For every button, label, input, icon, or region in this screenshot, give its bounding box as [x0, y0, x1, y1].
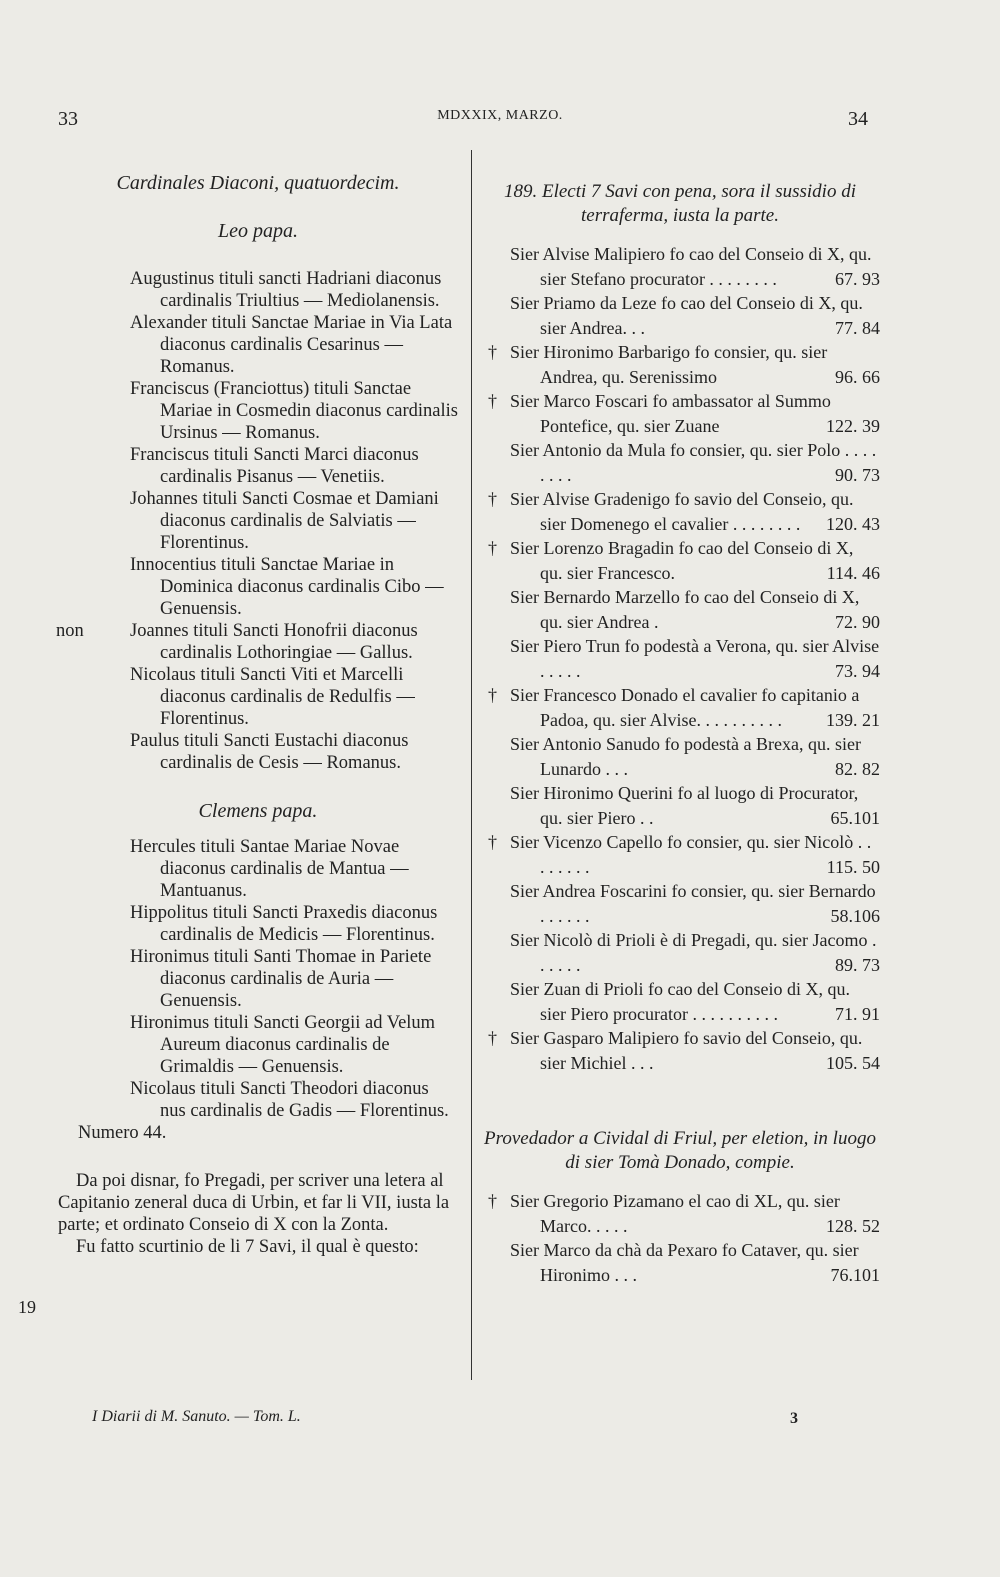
entry-text: Sier Marco da chà da Pexaro fo Cataver, qu. sier Hironimo . . .	[510, 1240, 859, 1285]
vote-count: 82. 82	[835, 758, 880, 779]
page-number-left: 33	[58, 108, 78, 130]
entry-text: Sier Alvise Gradenigo fo savio del Conseio, qu. sier Domenego el cavalier . . . . . . . .	[510, 489, 854, 534]
section-title: Cardinales Diaconi, quatuordecim.	[116, 172, 400, 194]
entry-text: Franciscus (Franciottus) tituli Sanctae Mariae in Cosmedin diaconus cardinalis Ursinus — Romanus.	[130, 379, 458, 443]
leo-entry	[58, 488, 458, 554]
entry-text: Sier Gasparo Malipiero fo savio del Conseio, qu. sier Michiel . . .	[510, 1028, 863, 1073]
savi-entry	[480, 291, 880, 340]
leo-entry	[58, 268, 458, 312]
savi-entry	[480, 585, 880, 634]
entry-text: Sier Lorenzo Bragadin fo cao del Conseio di X, qu. sier Francesco.	[510, 538, 854, 583]
savi-entry	[480, 389, 880, 438]
vote-count: 114. 46	[826, 562, 880, 583]
savi-entry	[480, 781, 880, 830]
savi-entry	[480, 879, 880, 928]
column-divider	[471, 150, 472, 1380]
savi-entry	[480, 340, 880, 389]
cross-icon: †	[488, 1191, 497, 1211]
vote-count: 71. 91	[835, 1003, 880, 1024]
savi-entry	[480, 438, 880, 487]
vote-count: 90. 73	[835, 464, 880, 485]
entry-text: Hercules tituli Santae Mariae Novae diaconus cardinalis de Mantua — Mantuanus.	[130, 837, 409, 901]
entry-text: Sier Antonio Sanudo fo podestà a Brexa, qu. sier Lunardo . . .	[510, 734, 861, 779]
non-marker: non	[56, 621, 84, 641]
leo-entry	[58, 444, 458, 488]
left-column	[58, 172, 458, 1258]
vote-count: 139. 21	[826, 709, 880, 730]
vote-count: 120. 43	[826, 513, 880, 534]
clemens-list	[58, 836, 458, 1122]
cross-icon: †	[488, 489, 497, 509]
entry-text: Sier Antonio da Mula fo consier, qu. sier Polo . . . . . . . .	[510, 440, 877, 485]
leo-entry	[58, 554, 458, 620]
vote-count: 115. 50	[826, 856, 880, 877]
right-list	[480, 242, 880, 1075]
entry-text: Sier Francesco Donado el cavalier fo capitanio a Padoa, qu. sier Alvise. . . . . . . . . .	[510, 685, 860, 730]
entry-text: Hironimus tituli Sancti Georgii ad Velum Aureum diaconus cardinalis de Grimaldis — Genuensis.	[130, 1013, 436, 1077]
savi-entry	[480, 634, 880, 683]
leo-entry	[58, 664, 458, 730]
vote-count: 89. 73	[835, 954, 880, 975]
savi-entry	[480, 732, 880, 781]
vote-count: 122. 39	[826, 415, 880, 436]
entry-text: Sier Gregorio Pizamano el cao di XL, qu. sier Marco. . . . .	[510, 1191, 840, 1236]
entry-text: Sier Zuan di Prioli fo cao del Conseio di X, qu. sier Piero procurator . . . . . . . . . .	[510, 979, 850, 1024]
right-column	[480, 180, 880, 1287]
margin-number: 19	[18, 1297, 36, 1317]
savi-entry	[480, 830, 880, 879]
clemens-entry	[58, 946, 458, 1012]
page-number-right: 34	[848, 108, 868, 130]
savi-entry	[480, 1189, 880, 1238]
right-title: 189. Electi 7 Savi con pena, sora il sussidio di terraferma, iusta la parte.	[503, 181, 856, 226]
vote-count: 73. 94	[835, 660, 880, 681]
cross-icon: †	[488, 391, 497, 411]
cross-icon: †	[488, 538, 497, 558]
vote-count: 58.106	[830, 905, 880, 926]
entry-text: Alexander tituli Sanctae Mariae in Via Lata diaconus cardinalis Cesarinus — Romanus.	[130, 313, 453, 377]
entry-text: Sier Piero Trun fo podestà a Verona, qu. sier Alvise . . . . .	[510, 636, 880, 681]
footer-signature: I Diarii di M. Sanuto. — Tom. L.	[92, 1408, 301, 1425]
vote-count: 72. 90	[835, 611, 880, 632]
entry-text: Sier Vicenzo Capello fo consier, qu. sier Nicolò . . . . . . . .	[510, 832, 872, 877]
entry-text: Sier Nicolò di Prioli è di Pregadi, qu. sier Jacomo . . . . . .	[510, 930, 877, 975]
entry-text: Sier Marco Foscari fo ambassator al Summo Pontefice, qu. sier Zuane	[510, 391, 831, 436]
savi-entry	[480, 242, 880, 291]
running-title: MDXXIX, MARZO.	[437, 108, 563, 123]
entry-text: Sier Hironimo Querini fo al luogo di Procurator, qu. sier Piero . .	[510, 783, 859, 828]
signature-mark: 3	[790, 1410, 798, 1427]
entry-text: Augustinus tituli sancti Hadriani diaconus cardinalis Triultius — Mediolanensis.	[130, 269, 442, 311]
cross-icon: †	[488, 685, 497, 705]
entry-text: Sier Andrea Foscarini fo consier, qu. sier Bernardo . . . . . .	[510, 881, 876, 926]
savi-entry	[480, 683, 880, 732]
clemens-entry	[58, 1012, 458, 1078]
entry-text: Sier Priamo da Leze fo cao del Conseio di X, qu. sier Andrea. . .	[510, 293, 863, 338]
leo-entry	[58, 620, 458, 664]
savi-entry	[480, 487, 880, 536]
leo-list	[58, 268, 458, 774]
entry-text: Hippolitus tituli Sancti Praxedis diaconus cardinalis de Medicis — Florentinus.	[130, 903, 438, 945]
vote-count: 65.101	[830, 807, 880, 828]
entry-text: Johannes tituli Sancti Cosmae et Damiani diaconus cardinalis de Salviatis — Florentinus.	[130, 489, 439, 553]
vote-count: 128. 52	[826, 1215, 880, 1236]
entry-text: Sier Hironimo Barbarigo fo consier, qu. sier Andrea, qu. Serenissimo	[510, 342, 828, 387]
clemens-title: Clemens papa.	[198, 800, 318, 822]
cross-icon: †	[488, 342, 497, 362]
entry-text: Franciscus tituli Sancti Marci diaconus cardinalis Pisanus — Venetiis.	[130, 445, 419, 487]
clemens-entry	[58, 1078, 458, 1122]
vote-count: 96. 66	[835, 366, 880, 387]
vote-count: 105. 54	[826, 1052, 880, 1073]
entry-text: Paulus tituli Sancti Eustachi diaconus cardinalis de Cesis — Romanus.	[130, 731, 409, 773]
entry-text: Nicolaus tituli Sancti Theodori diaconus nus cardinalis de Gadis — Florentinus.	[130, 1079, 449, 1121]
cross-icon: †	[488, 832, 497, 852]
vote-count: 77. 84	[835, 317, 880, 338]
vote-count: 67. 93	[835, 268, 880, 289]
savi-entry	[480, 928, 880, 977]
leo-entry	[58, 312, 458, 378]
clemens-entry	[58, 902, 458, 946]
vote-count: 76.101	[830, 1264, 880, 1285]
entry-text: Sier Alvise Malipiero fo cao del Conseio di X, qu. sier Stefano procurator . . . . . . . .	[510, 244, 872, 289]
paragraph-1: Da poi disnar, fo Pregadi, per scriver una letera al Capitanio zeneral duca di Urbin, et far li VII, iusta la parte; et ordinato Conseio di X con la Zonta.	[58, 1171, 450, 1235]
cross-icon: †	[488, 1028, 497, 1048]
entry-text: Hironimus tituli Santi Thomae in Pariete diaconus cardinalis de Auria — Genuensis.	[130, 947, 432, 1011]
savi-entry	[480, 977, 880, 1026]
savi-entry	[480, 1238, 880, 1287]
entry-text: Sier Bernardo Marzello fo cao del Conseio di X, qu. sier Andrea .	[510, 587, 860, 632]
savi-entry	[480, 1026, 880, 1075]
leo-entry	[58, 730, 458, 774]
entry-text: Innocentius tituli Sanctae Mariae in Dominica diaconus cardinalis Cibo — Genuensis.	[130, 555, 444, 619]
right-title-2: Provedador a Cividal di Friul, per eletion, in luogo di sier Tomà Donado, compie.	[484, 1128, 876, 1173]
numero: Numero 44.	[78, 1123, 167, 1143]
leo-entry	[58, 378, 458, 444]
clemens-entry	[58, 836, 458, 902]
savi-entry	[480, 536, 880, 585]
entry-text: Nicolaus tituli Sancti Viti et Marcelli diaconus cardinalis de Redulfis — Florentinus.	[130, 665, 415, 729]
right-list-2	[480, 1189, 880, 1287]
paragraph-2: Fu fatto scurtinio de li 7 Savi, il qual è questo:	[76, 1237, 419, 1257]
entry-text: Joannes tituli Sancti Honofrii diaconus cardinalis Lothoringiae — Gallus.	[130, 621, 418, 663]
leo-title: Leo papa.	[218, 220, 298, 242]
